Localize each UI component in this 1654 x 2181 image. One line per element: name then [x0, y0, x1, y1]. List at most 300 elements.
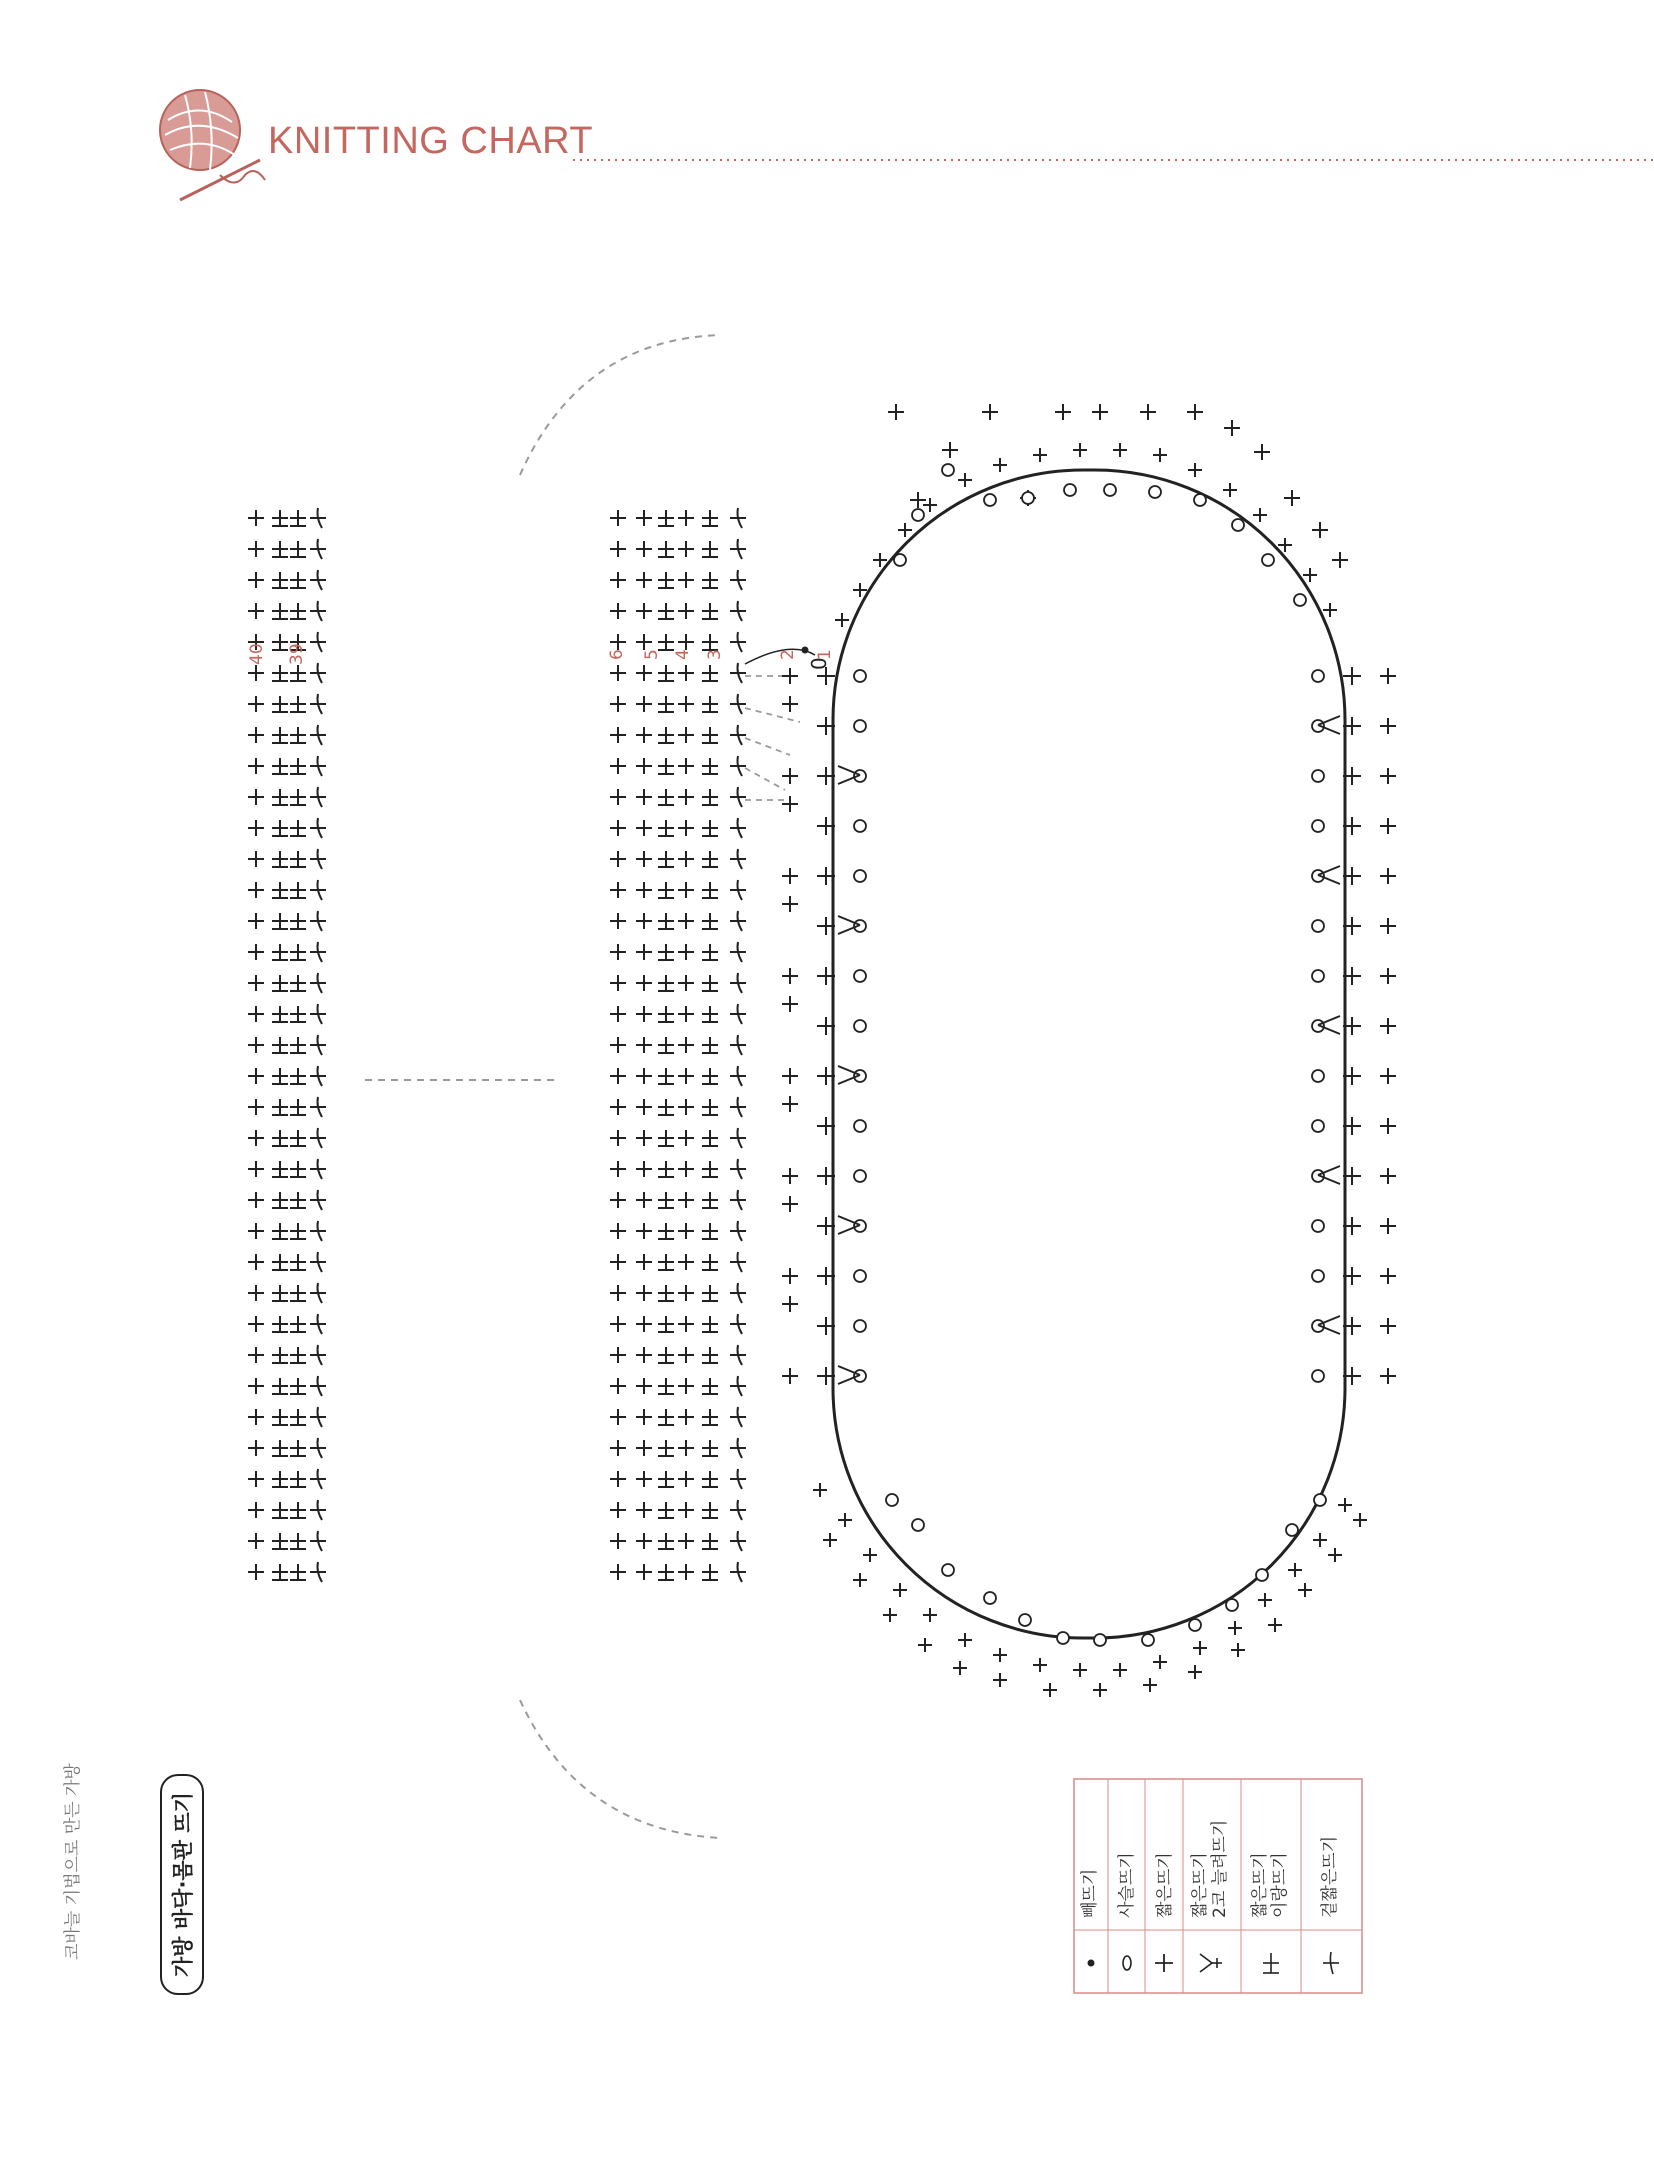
chain-mark: [1262, 554, 1274, 566]
chain-mark: [1256, 1569, 1268, 1581]
spike-stitch-mark: [272, 1161, 288, 1177]
chain-mark: [1104, 484, 1116, 496]
single-crochet-mark: [1153, 448, 1167, 462]
chain-mark: [854, 720, 866, 732]
single-crochet-mark: [1073, 1663, 1087, 1677]
single-crochet-mark: [248, 1285, 264, 1301]
single-crochet-mark: [678, 1471, 694, 1487]
spike-stitch-mark: [702, 1285, 718, 1301]
spike-stitch-mark: [290, 851, 306, 867]
single-crochet-mark: [982, 404, 998, 420]
spike-stitch-mark: [702, 634, 718, 650]
single-crochet-mark: [1188, 463, 1202, 477]
chain-mark: [942, 464, 954, 476]
single-crochet-mark: [248, 1099, 264, 1115]
spike-stitch-mark: [702, 510, 718, 526]
spike-stitch-mark: [658, 1068, 674, 1084]
surface-stitch-mark: [310, 1128, 326, 1148]
single-crochet-mark: [1113, 1663, 1127, 1677]
single-crochet-mark: [813, 1483, 827, 1497]
single-crochet-mark: [248, 1316, 264, 1332]
spike-stitch-mark: [272, 1378, 288, 1394]
surface-stitch-mark: [730, 1066, 746, 1086]
single-crochet-mark: [782, 996, 798, 1012]
single-crochet-mark: [610, 1130, 626, 1146]
single-crochet-mark: [782, 1168, 798, 1184]
surface-stitch-mark: [310, 1035, 326, 1055]
single-crochet-mark: [678, 975, 694, 991]
spike-stitch-mark: [272, 1254, 288, 1270]
surface-stitch-mark: [310, 1159, 326, 1179]
surface-stitch-mark: [310, 1314, 326, 1334]
single-crochet-mark: [678, 1130, 694, 1146]
single-crochet-mark: [610, 1037, 626, 1053]
single-crochet-mark: [636, 1254, 652, 1270]
spike-stitch-mark: [702, 975, 718, 991]
single-crochet-mark: [636, 541, 652, 557]
single-crochet-mark: [953, 1661, 967, 1675]
spike-stitch-mark: [658, 1471, 674, 1487]
spike-stitch-mark: [658, 1409, 674, 1425]
surface-stitch-mark: [310, 1562, 326, 1582]
spike-stitch-mark: [290, 1502, 306, 1518]
surface-stitch-mark: [310, 1190, 326, 1210]
single-crochet-mark: [1380, 868, 1396, 884]
single-crochet-mark: [636, 820, 652, 836]
single-crochet-mark: [782, 1196, 798, 1212]
spike-stitch-mark: [702, 1037, 718, 1053]
spike-stitch-mark: [290, 1378, 306, 1394]
stitch-strips: [248, 508, 746, 1582]
single-crochet-mark: [678, 1223, 694, 1239]
single-crochet-mark: [1380, 918, 1396, 934]
single-crochet-mark: [248, 1440, 264, 1456]
single-crochet-mark: [993, 1673, 1007, 1687]
single-crochet-mark: [678, 665, 694, 681]
single-crochet-mark: [1253, 508, 1267, 522]
guide-arc-bottom: [520, 1700, 720, 1838]
base-chain-outline: [833, 470, 1345, 1638]
single-crochet-mark: [678, 758, 694, 774]
spike-stitch-mark: [658, 1161, 674, 1177]
surface-stitch-mark: [310, 880, 326, 900]
single-crochet-mark: [636, 603, 652, 619]
single-crochet-mark: [1140, 404, 1156, 420]
single-crochet-mark: [610, 1285, 626, 1301]
single-crochet-mark: [610, 510, 626, 526]
single-crochet-mark: [1312, 522, 1328, 538]
single-crochet-mark: [610, 1378, 626, 1394]
single-crochet-mark: [1113, 443, 1127, 457]
spike-stitch-mark: [658, 944, 674, 960]
single-crochet-mark: [1338, 1498, 1352, 1512]
chain-mark: [1022, 492, 1034, 504]
page-title: KNITTING CHART: [268, 120, 594, 162]
single-crochet-mark: [678, 944, 694, 960]
spike-stitch-mark: [702, 603, 718, 619]
single-crochet-mark: [248, 603, 264, 619]
spike-stitch-mark: [272, 727, 288, 743]
chain-mark: [1286, 1524, 1298, 1536]
single-crochet-mark: [678, 1192, 694, 1208]
spike-stitch-mark: [290, 882, 306, 898]
spike-stitch-mark: [290, 758, 306, 774]
single-crochet-mark: [610, 882, 626, 898]
surface-stitch-mark: [310, 911, 326, 931]
surface-stitch-mark: [730, 1469, 746, 1489]
surface-stitch-mark: [730, 570, 746, 590]
chain-mark: [1312, 970, 1324, 982]
spike-stitch-mark: [272, 603, 288, 619]
single-crochet-mark: [893, 1583, 907, 1597]
chain-mark: [854, 870, 866, 882]
chain-mark: [854, 1320, 866, 1332]
single-crochet-mark: [248, 1254, 264, 1270]
single-crochet-mark: [1043, 1683, 1057, 1697]
spike-stitch-mark: [290, 1471, 306, 1487]
surface-stitch-mark: [310, 508, 326, 528]
spike-stitch-mark: [702, 789, 718, 805]
single-crochet-mark: [1313, 1533, 1327, 1547]
spike-stitch-mark: [658, 541, 674, 557]
chain-mark: [1194, 494, 1206, 506]
surface-stitch-mark: [310, 694, 326, 714]
spike-stitch-mark: [290, 1564, 306, 1580]
single-crochet-mark: [678, 851, 694, 867]
single-crochet-mark: [610, 913, 626, 929]
single-crochet-mark: [248, 1223, 264, 1239]
single-crochet-mark: [1380, 1218, 1396, 1234]
single-crochet-mark: [636, 1006, 652, 1022]
surface-stitch-mark: [730, 1345, 746, 1365]
chain-mark: [854, 1020, 866, 1032]
single-crochet-mark: [636, 634, 652, 650]
spike-stitch-mark: [702, 1502, 718, 1518]
single-crochet-mark: [1380, 718, 1396, 734]
surface-stitch-mark: [310, 1097, 326, 1117]
spike-stitch-mark: [272, 1564, 288, 1580]
single-crochet-mark: [678, 1347, 694, 1363]
spike-stitch-mark: [290, 944, 306, 960]
single-crochet-mark: [636, 1564, 652, 1580]
chain-mark: [1312, 820, 1324, 832]
surface-stitch-mark: [730, 539, 746, 559]
single-crochet-mark: [1323, 603, 1337, 617]
chain-mark: [854, 1120, 866, 1132]
surface-stitch-mark: [730, 1128, 746, 1148]
surface-stitch-mark: [310, 1438, 326, 1458]
chain-mark: [1064, 484, 1076, 496]
single-crochet-mark: [610, 727, 626, 743]
single-crochet-mark: [782, 668, 798, 684]
single-crochet-mark: [610, 975, 626, 991]
spike-stitch-mark: [290, 1192, 306, 1208]
single-crochet-mark: [248, 944, 264, 960]
oval-base: [782, 404, 1396, 1697]
surface-stitch-mark: [730, 663, 746, 683]
single-crochet-mark: [678, 1564, 694, 1580]
single-crochet-mark: [1258, 1593, 1272, 1607]
spike-stitch-mark: [290, 1440, 306, 1456]
legend-label-increase: 짧은뜨기2코 늘려뜨기: [1190, 1819, 1230, 1918]
single-crochet-mark: [248, 696, 264, 712]
spike-stitch-mark: [658, 1254, 674, 1270]
single-crochet-mark: [883, 1608, 897, 1622]
chain-mark: [1312, 670, 1324, 682]
spike-stitch-mark: [658, 1192, 674, 1208]
chain-mark: [942, 1564, 954, 1576]
surface-stitch-mark: [730, 1438, 746, 1458]
single-crochet-mark: [248, 665, 264, 681]
single-crochet-mark: [610, 1564, 626, 1580]
surface-stitch-mark: [310, 1531, 326, 1551]
single-crochet-mark: [782, 1296, 798, 1312]
single-crochet-mark: [1303, 568, 1317, 582]
surface-stitch-mark: [730, 756, 746, 776]
single-crochet-mark: [918, 1638, 932, 1652]
single-crochet-mark: [1092, 404, 1108, 420]
single-crochet-mark: [248, 1192, 264, 1208]
single-crochet-mark: [636, 1502, 652, 1518]
single-crochet-mark: [678, 510, 694, 526]
single-crochet-mark: [636, 665, 652, 681]
single-crochet-mark: [923, 1608, 937, 1622]
chain-mark: [984, 494, 996, 506]
spike-stitch-mark: [290, 913, 306, 929]
single-crochet-mark: [636, 727, 652, 743]
spike-stitch-mark: [272, 913, 288, 929]
single-crochet-mark: [1231, 1643, 1245, 1657]
single-crochet-mark: [782, 1096, 798, 1112]
round-label-3: 3: [705, 649, 725, 660]
surface-stitch-mark: [730, 694, 746, 714]
chain-mark: [894, 554, 906, 566]
spike-stitch-mark: [272, 975, 288, 991]
single-crochet-mark: [1380, 1168, 1396, 1184]
surface-stitch-mark: [730, 1190, 746, 1210]
single-crochet-mark: [610, 603, 626, 619]
surface-stitch-mark: [310, 1500, 326, 1520]
single-crochet-mark: [636, 789, 652, 805]
single-crochet-mark: [678, 1099, 694, 1115]
spike-stitch-mark: [290, 1161, 306, 1177]
single-crochet-mark: [248, 541, 264, 557]
surface-stitch-mark: [310, 1283, 326, 1303]
chain-mark: [1312, 1370, 1324, 1382]
single-crochet-mark: [636, 851, 652, 867]
round-label-1: 1: [815, 649, 835, 660]
surface-stitch-mark: [730, 818, 746, 838]
spike-stitch-mark: [658, 820, 674, 836]
single-crochet-mark: [678, 696, 694, 712]
spike-stitch-mark: [702, 1378, 718, 1394]
spike-stitch-mark: [272, 634, 288, 650]
single-crochet-mark: [958, 1633, 972, 1647]
spike-stitch-mark: [290, 1409, 306, 1425]
spike-stitch-mark: [272, 1409, 288, 1425]
spike-stitch-mark: [290, 696, 306, 712]
single-crochet-mark: [636, 882, 652, 898]
single-crochet-mark: [248, 851, 264, 867]
surface-stitch-mark: [730, 1283, 746, 1303]
spike-stitch-mark: [272, 1037, 288, 1053]
spike-stitch-mark: [272, 944, 288, 960]
spike-stitch-mark: [658, 1130, 674, 1146]
single-crochet-mark: [636, 1316, 652, 1332]
surface-stitch-mark: [730, 601, 746, 621]
spike-stitch-mark: [290, 572, 306, 588]
single-crochet-mark: [248, 758, 264, 774]
single-crochet-mark: [610, 541, 626, 557]
single-crochet-mark: [993, 1648, 1007, 1662]
single-crochet-mark: [678, 1440, 694, 1456]
surface-stitch-mark: [730, 1097, 746, 1117]
single-crochet-mark: [248, 820, 264, 836]
single-crochet-mark: [1033, 1658, 1047, 1672]
spike-stitch-mark: [272, 1192, 288, 1208]
spike-stitch-mark: [702, 696, 718, 712]
single-crochet-mark: [678, 541, 694, 557]
surface-stitch-mark: [730, 1221, 746, 1241]
round-label-5: 5: [642, 649, 662, 660]
single-crochet-mark: [782, 868, 798, 884]
spike-stitch-mark: [290, 1223, 306, 1239]
spike-stitch-mark: [658, 1285, 674, 1301]
chain-mark: [1294, 594, 1306, 606]
single-crochet-mark: [678, 727, 694, 743]
spike-stitch-mark: [658, 1378, 674, 1394]
spike-stitch-mark: [658, 603, 674, 619]
single-crochet-mark: [1298, 1583, 1312, 1597]
spike-stitch-mark: [272, 541, 288, 557]
surface-stitch-mark: [310, 942, 326, 962]
single-crochet-mark: [636, 758, 652, 774]
surface-stitch-mark: [730, 725, 746, 745]
single-crochet-mark: [1188, 1665, 1202, 1679]
single-crochet-mark: [1093, 1683, 1107, 1697]
single-crochet-mark: [1332, 552, 1348, 568]
single-crochet-mark: [863, 1548, 877, 1562]
single-crochet-mark: [610, 572, 626, 588]
chain-mark: [1149, 486, 1161, 498]
section-badge: 가방 바닥·몸판 뜨기: [160, 1774, 204, 1995]
single-crochet-mark: [610, 1471, 626, 1487]
single-crochet-mark: [610, 1161, 626, 1177]
surface-stitch-mark: [310, 663, 326, 683]
spike-stitch-mark: [272, 1068, 288, 1084]
spike-stitch-mark: [272, 665, 288, 681]
spike-stitch-mark: [702, 1068, 718, 1084]
surface-stitch-mark: [730, 1376, 746, 1396]
single-crochet-mark: [610, 944, 626, 960]
single-crochet-mark: [1153, 1655, 1167, 1669]
single-crochet-mark: [853, 1573, 867, 1587]
single-crochet-mark: [678, 1254, 694, 1270]
single-crochet-mark: [248, 1378, 264, 1394]
spike-stitch-mark: [702, 1161, 718, 1177]
single-crochet-mark: [782, 968, 798, 984]
spike-stitch-mark: [272, 1347, 288, 1363]
spike-stitch-mark: [290, 1037, 306, 1053]
spike-stitch-mark: [658, 1502, 674, 1518]
single-crochet-mark: [678, 603, 694, 619]
chain-mark: [854, 1170, 866, 1182]
single-crochet-mark: [610, 1223, 626, 1239]
surface-stitch-mark: [310, 1469, 326, 1489]
spike-stitch-mark: [290, 665, 306, 681]
spike-stitch-mark: [290, 1006, 306, 1022]
spike-stitch-mark: [290, 727, 306, 743]
single-crochet-mark: [678, 1533, 694, 1549]
single-crochet-mark: [610, 1068, 626, 1084]
chain-mark: [1312, 770, 1324, 782]
surface-stitch-mark: [310, 849, 326, 869]
single-crochet-mark: [248, 882, 264, 898]
start-chain-label: 0: [807, 657, 831, 670]
spike-stitch-mark: [290, 510, 306, 526]
spike-stitch-mark: [272, 851, 288, 867]
single-crochet-mark: [248, 572, 264, 588]
spike-stitch-mark: [702, 541, 718, 557]
single-crochet-mark: [610, 789, 626, 805]
spike-stitch-mark: [658, 510, 674, 526]
single-crochet-mark: [782, 896, 798, 912]
single-crochet-mark: [610, 1316, 626, 1332]
surface-stitch-mark: [730, 942, 746, 962]
single-crochet-mark: [636, 1347, 652, 1363]
legend-label-sc: 짧은뜨기: [1155, 1852, 1175, 1918]
single-crochet-mark: [873, 553, 887, 567]
single-crochet-mark: [1380, 818, 1396, 834]
spike-stitch-mark: [272, 758, 288, 774]
single-crochet-mark: [1288, 1563, 1302, 1577]
spike-stitch-mark: [702, 665, 718, 681]
single-crochet-mark: [636, 1378, 652, 1394]
guide-lines: [365, 335, 815, 1838]
single-crochet-mark: [678, 1378, 694, 1394]
legend-label-slip: 빼뜨기: [1080, 1868, 1100, 1918]
single-crochet-mark: [636, 1192, 652, 1208]
chain-mark: [1312, 1220, 1324, 1232]
spike-stitch-mark: [290, 789, 306, 805]
round-label-4: 4: [673, 649, 693, 660]
spike-stitch-mark: [702, 913, 718, 929]
single-crochet-mark: [636, 572, 652, 588]
single-crochet-mark: [610, 696, 626, 712]
spike-stitch-mark: [290, 1316, 306, 1332]
chain-mark: [1019, 1614, 1031, 1626]
spike-stitch-mark: [658, 1347, 674, 1363]
single-crochet-mark: [248, 1037, 264, 1053]
single-crochet-mark: [1284, 490, 1300, 506]
surface-stitch-mark: [730, 1035, 746, 1055]
single-crochet-mark: [678, 1502, 694, 1518]
surface-stitch-mark: [730, 1531, 746, 1551]
single-crochet-mark: [248, 1130, 264, 1146]
single-crochet-mark: [248, 1564, 264, 1580]
spike-stitch-mark: [702, 1316, 718, 1332]
spike-stitch-mark: [658, 1037, 674, 1053]
legend-label-spike: 짧은뜨기이랑뜨기: [1250, 1852, 1290, 1918]
spike-stitch-mark: [658, 882, 674, 898]
spike-stitch-mark: [272, 1533, 288, 1549]
spike-stitch-mark: [290, 1130, 306, 1146]
single-crochet-mark: [782, 1068, 798, 1084]
spike-stitch-mark: [272, 1099, 288, 1115]
surface-stitch-mark: [730, 1314, 746, 1334]
single-crochet-mark: [636, 1037, 652, 1053]
single-crochet-mark: [678, 634, 694, 650]
